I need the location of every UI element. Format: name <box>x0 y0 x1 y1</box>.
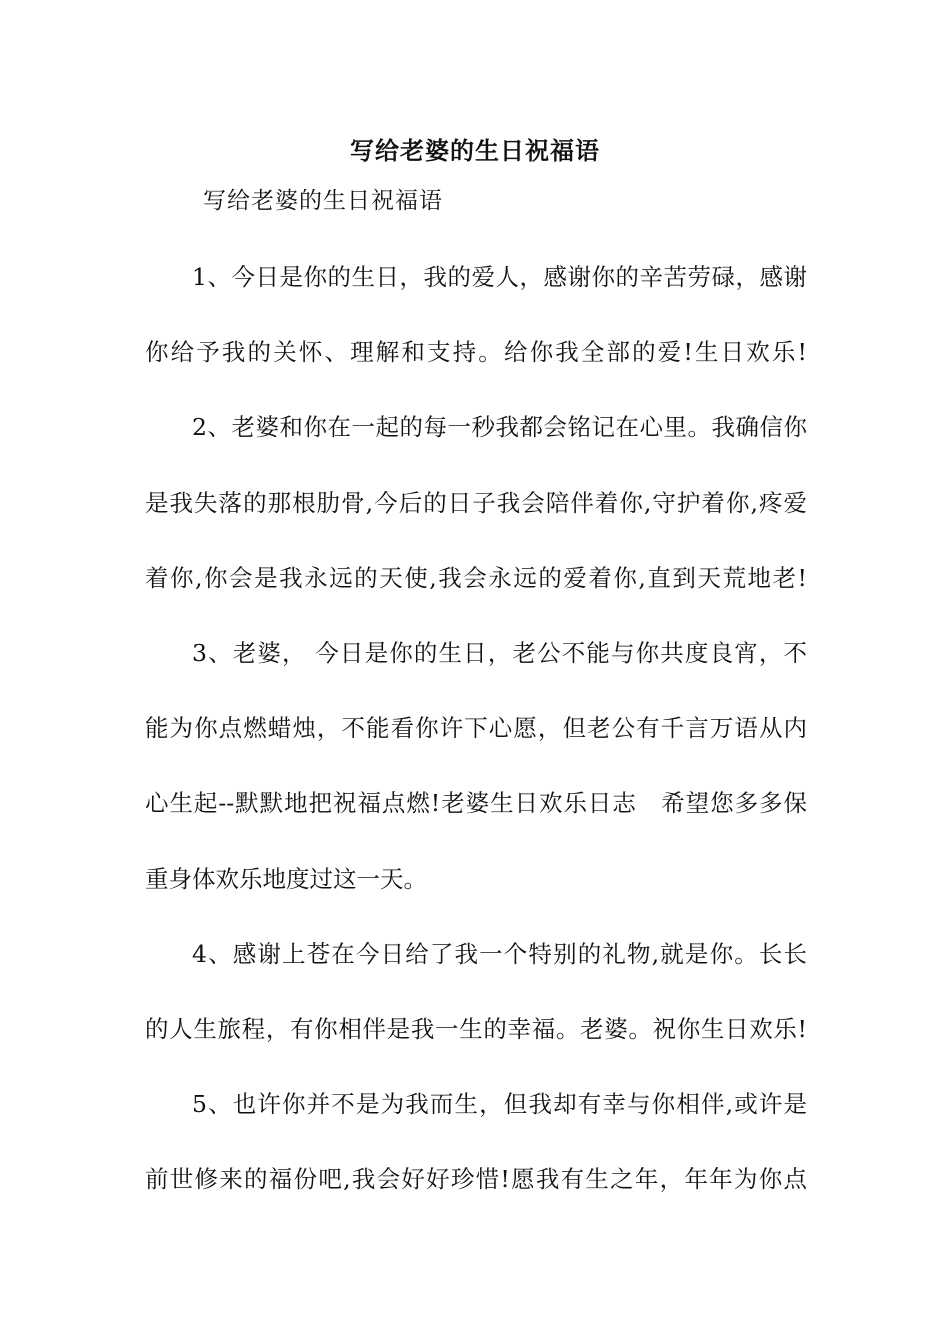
text-line: 的人生旅程，有你相伴是我一生的幸福。老婆。祝你生日欢乐! <box>145 1014 807 1043</box>
text-line: 1、今日是你的生日，我的爱人，感谢你的辛苦劳碌，感谢 <box>192 263 807 291</box>
text-line: 2、老婆和你在一起的每一秒我都会铭记在心里。我确信你 <box>192 413 807 442</box>
text-line: 你给予我的关怀、理解和支持。给你我全部的爱!生日欢乐! <box>145 338 807 367</box>
document-body <box>145 258 807 1235</box>
text-line: 3、老婆， 今日是你的生日，老公不能与你共度良宵，不 <box>192 638 807 667</box>
text-line: 是我失落的那根肋骨,今后的日子我会陪伴着你,守护着你,疼爱 <box>145 488 807 517</box>
document-title: 写给老婆的生日祝福语 <box>350 136 600 165</box>
text-line: 心生起--默默地把祝福点燃!老婆生日欢乐日志 希望您多多保 <box>145 789 807 818</box>
text-line: 重身体欢乐地度过这一天。 <box>145 864 427 893</box>
text-line: 前世修来的福份吧,我会好好珍惜!愿我有生之年，年年为你点 <box>145 1165 807 1194</box>
text-line: 着你,你会是我永远的天使,我会永远的爱着你,直到天荒地老! <box>145 563 807 592</box>
text-line: 5、也许你并不是为我而生，但我却有幸与你相伴,或许是 <box>192 1090 807 1119</box>
text-line: 能为你点燃蜡烛，不能看你许下心愿，但老公有千言万语从内 <box>145 714 807 743</box>
text-line: 4、感谢上苍在今日给了我一个特别的礼物,就是你。长长 <box>192 939 807 968</box>
document-subtitle: 写给老婆的生日祝福语 <box>203 188 443 214</box>
